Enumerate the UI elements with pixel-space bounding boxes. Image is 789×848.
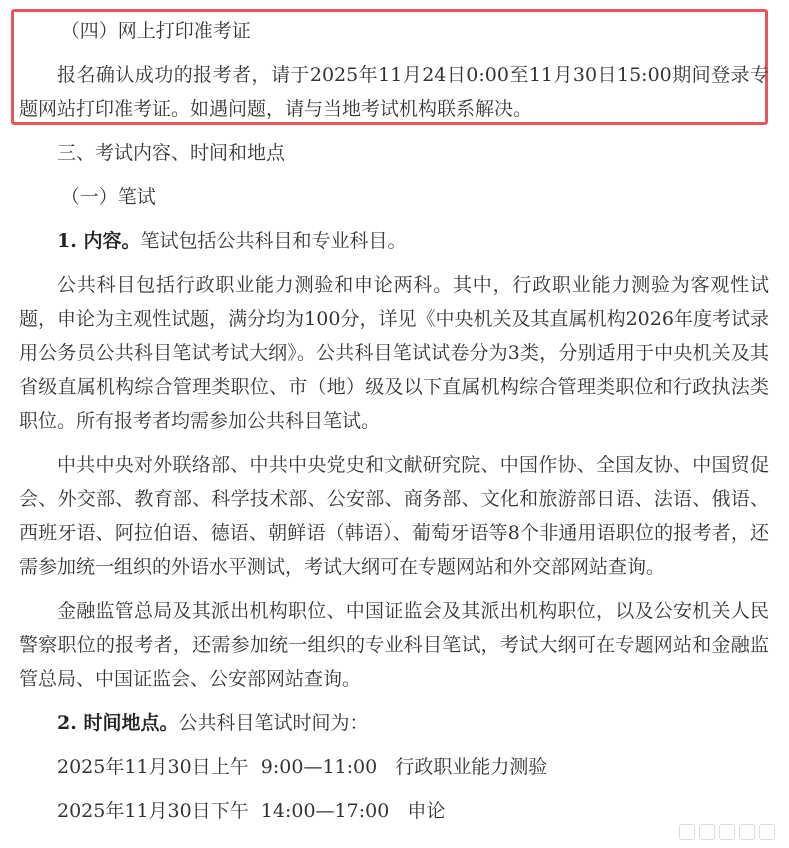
item-content-label: 1. 内容。 <box>57 230 141 252</box>
document-body <box>19 14 769 838</box>
schedule-line-2: 2025年11月30日下午 14:00—17:00 申论 <box>57 800 446 822</box>
section-heading-print-admission: （四）网上打印准考证 <box>60 20 251 42</box>
section-heading-exam: 三、考试内容、时间和地点 <box>57 142 286 164</box>
item-time-place <box>19 706 769 740</box>
subheading-written-exam: （一）笔试 <box>60 186 156 208</box>
paragraph-professional-subjects: 金融监管总局及其派出机构职位、中国证监会及其派出机构职位，以及公安机关人民警察职位的报考者，还需参加统一组织的专业科目笔试，考试大纲可在专题网站和金融监管总局、中国证监会、公安部网站查询。 <box>19 600 769 690</box>
paragraph-public-subjects: 公共科目包括行政职业能力测验和申论两科。其中，行政职业能力测验为客观性试题，申论为主观性试题，满分均为100分，详见《中央机关及其直属机构2026年度考试录用公务员公共科目笔试考试大纲》。公共科目笔试试卷分为3类，分别适用于中央机关及其省级直属机构综合管理类职位、市（地）级及以下直属机构综合管理类职位和行政执法类职位。所有报考者均需参加公共科目笔试。 <box>19 274 769 432</box>
watermark-icon <box>679 824 775 840</box>
item-time-place-label: 2. 时间地点。 <box>57 712 179 734</box>
item-time-place-text: 公共科目笔试时间为： <box>178 712 369 734</box>
schedule-line-1: 2025年11月30日上午 9:00—11:00 行政职业能力测验 <box>57 756 548 778</box>
paragraph-foreign-language: 中共中央对外联络部、中共中央党史和文献研究院、中国作协、全国友协、中国贸促会、外交部、教育部、科学技术部、公安部、商务部、文化和旅游部日语、法语、俄语、西班牙语、阿拉伯语、德语、朝鲜语（韩语）、葡萄牙语等8个非通用语职位的报考者，还需参加统一组织的外语水平测试，考试大纲可在专题网站和外交部网站查询。 <box>19 454 769 578</box>
item-content <box>19 224 769 258</box>
paragraph-print-admission: 报名确认成功的报考者，请于2025年11月24日0:00至11月30日15:00期间登录专题网站打印准考证。如遇问题，请与当地考试机构联系解决。 <box>19 64 769 120</box>
item-content-text: 笔试包括公共科目和专业科目。 <box>140 230 407 252</box>
